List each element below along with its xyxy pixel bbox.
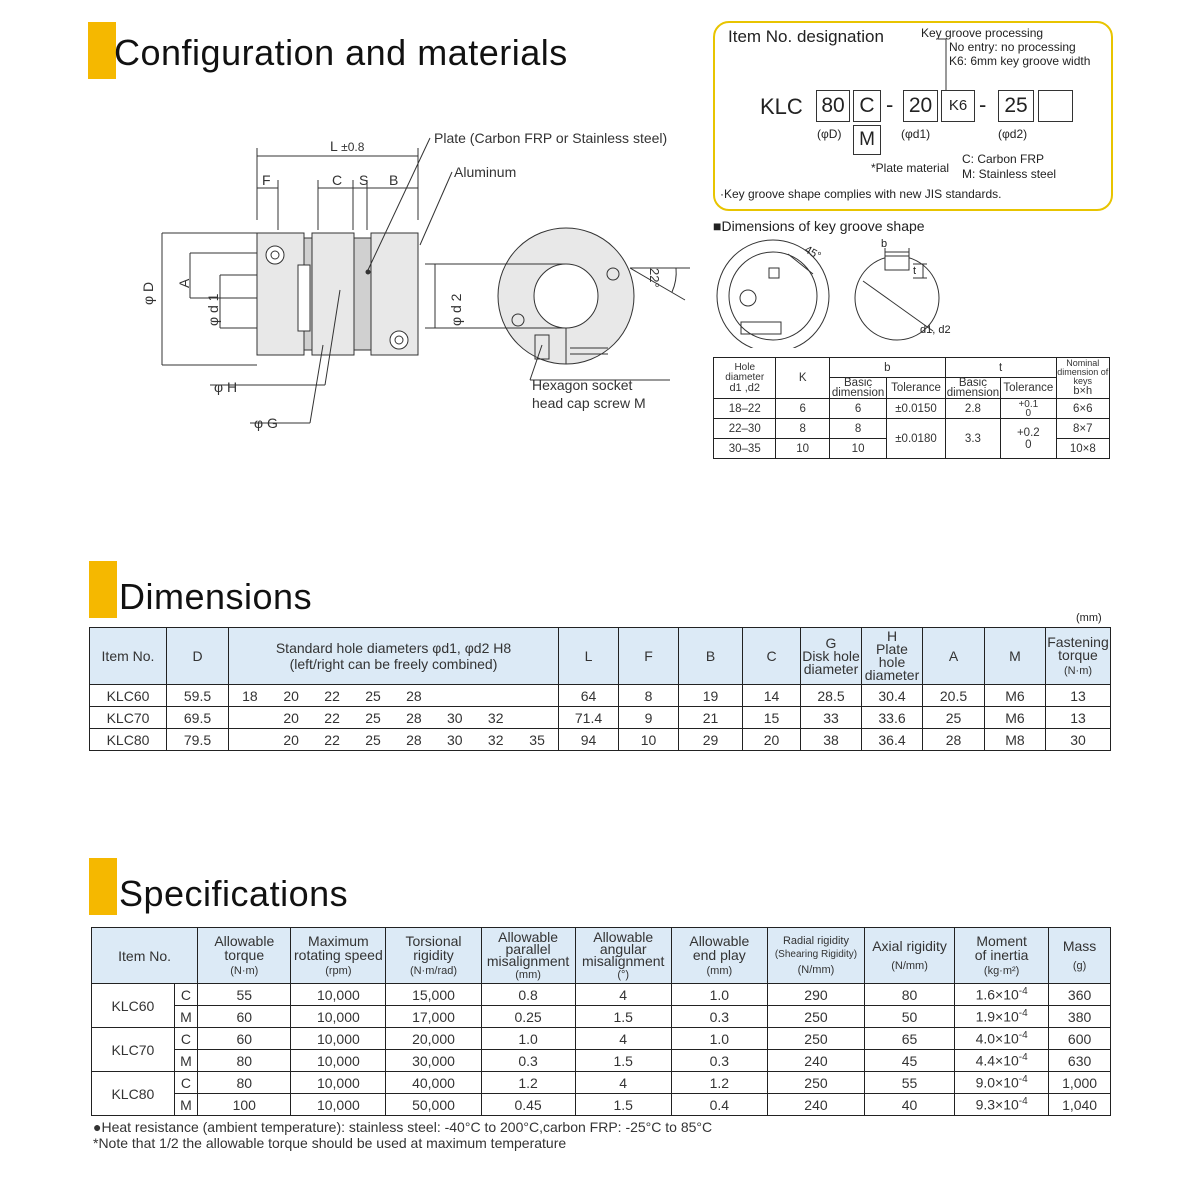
- angle-label: 22°: [647, 268, 662, 288]
- screw-label-1: Hexagon socket: [532, 377, 633, 393]
- mat-box: C: [853, 90, 881, 122]
- dim-L: L ±0.8: [330, 138, 365, 154]
- dim-phid2: φ d 2: [448, 293, 464, 326]
- dim-unit: (mm): [1076, 612, 1102, 624]
- table-row: M 60 10,000 17,000 0.25 1.5 0.3 250 50 $1.9\times 10^{-4}$ 380: [92, 1006, 1111, 1028]
- config-title: Configuration and materials: [114, 32, 568, 73]
- d1-box: 20: [903, 90, 938, 122]
- table-row: KLC70 C 60 10,000 20,000 1.0 4 1.0 250 65 $4.0\times 10^{-4}$ 600: [92, 1028, 1111, 1050]
- dim-phiH: φ H: [214, 379, 238, 395]
- kg-d: d1, d2: [920, 324, 951, 336]
- designation-prefix: KLC: [760, 94, 803, 119]
- plate-label: Plate (Carbon FRP or Stainless steel): [434, 130, 668, 146]
- lbl-phid2: (φd2): [998, 127, 1028, 141]
- table-row: 30–35 10 10 10×8: [714, 439, 1110, 459]
- table-row: 22–30 8 8 ±0.0180 3.3 +0.2 0 8×7: [714, 419, 1110, 439]
- dim-F: F: [262, 172, 271, 188]
- section-marker: [89, 858, 117, 915]
- table-row: KLC80 C 80 10,000 40,000 1.2 4 1.2 250 55 $9.0\times 10^{-4}$ 1,000: [92, 1072, 1111, 1094]
- section-marker: [89, 561, 117, 618]
- section-marker: [88, 22, 116, 79]
- size-box: 80: [816, 90, 850, 122]
- m-ss-label: M: Stainless steel: [962, 167, 1057, 181]
- dash-2: -: [979, 92, 987, 117]
- dimensions-title: Dimensions: [119, 576, 313, 617]
- table-row: KLC80 79.5 20 22 25 28 30 32 35 94 10 29 20 38 36.4 28 M8 30: [90, 729, 1111, 751]
- kg-k6: K6: 6mm key groove width: [949, 54, 1091, 68]
- kg-none: No entry: no processing: [949, 40, 1076, 54]
- dim-C: C: [332, 172, 343, 188]
- table-row: M 80 10,000 30,000 0.3 1.5 0.3 240 45 $4.4\times 10^{-4}$ 630: [92, 1050, 1111, 1072]
- kg-title: Key groove processing: [921, 26, 1044, 40]
- kg-t: t: [913, 265, 917, 277]
- key-groove-title: ■Dimensions of key groove shape: [713, 218, 925, 234]
- key-box: K6: [941, 90, 975, 122]
- dash-1: -: [886, 92, 894, 117]
- dim-S: S: [359, 172, 369, 188]
- table-row: M 100 10,000 50,000 0.45 1.5 0.4 240 40 $9.3\times 10^{-4}$ 1,040: [92, 1094, 1111, 1116]
- kg-b: b: [881, 238, 888, 250]
- dim-phid1: φ d 1: [205, 293, 221, 326]
- dim-A: A: [176, 278, 192, 288]
- table-row: KLC70 69.5 20 22 25 28 30 32 71.4 9 21 15 33 33.6 25 M6 13: [90, 707, 1111, 729]
- key-groove-table: Hole diameter d1 ,d2 K b t Nominal dimension of keys b×h Basic dimension Tolerance Basic dimension Tolerance 18–22 6 6 ±0.0150 2.8 +0.1 0 6×6 22–30 8 8 ±0.0180 3.3 +0.2 0 8×7 30–35 10 10 10×8: [713, 357, 1110, 459]
- jis-note: ·Key groove shape complies with new JIS standards.: [720, 187, 1002, 201]
- dimensions-table: Item No. D Standard hole diameters φd1, φd2 H8 (left/right can be freely combined) L F B C G Disk hole diameter H Plate hole diameter A M Fastening torque (N·m) KLC60 59.5 18 20 22 25 28 64 8 19 14 28.5 30.4 20.5 M6 13 KLC70 69.5 20 22 25 28 30 32 71.4 9 21 15 33 33.6 25 M6 13 KLC80 79.5 20 22 25 28 30 32 35 94 10 29 20 38 36.4 28 M8 30: [89, 627, 1111, 751]
- lbl-phid1: (φd1): [901, 127, 931, 141]
- table-row: KLC60 59.5 18 20 22 25 28 64 8 19 14 28.5 30.4 20.5 M6 13: [90, 685, 1111, 707]
- aluminum-label: Aluminum: [454, 164, 517, 180]
- c-frp-label: C: Carbon FRP: [962, 152, 1045, 166]
- dim-B: B: [389, 172, 399, 188]
- screw-label-2: head cap screw M: [532, 395, 646, 411]
- designation-title: Item No. designation: [728, 27, 884, 46]
- plate-mat-label: *Plate material: [871, 161, 950, 175]
- specifications-title: Specifications: [119, 873, 349, 914]
- d2-box: 25: [998, 90, 1034, 122]
- kg-angle: 45°: [802, 243, 823, 263]
- dim-phiD: φ D: [140, 281, 156, 305]
- lbl-phiD: (φD): [817, 127, 842, 141]
- mat-m-box: M: [853, 125, 881, 155]
- note-heat-resistance: ●Heat resistance (ambient temperature): stainless steel: -40°C to 200°C,carbon FRP: -25°C to 85°C: [93, 1119, 713, 1135]
- empty-box: [1038, 90, 1073, 122]
- note-torque: *Note that 1/2 the allowable torque should be used at maximum temperature: [93, 1135, 567, 1151]
- specifications-table: Item No. Allowable torque (N·m) Maximum rotating speed (rpm) Torsional rigidity (N·m/rad) Allowable parallel misalignment (mm) Allowable angular misalignment (°) Allowable end play (mm) Radial rigidity (Shearing Rigidity) (N/mm) Axial rigidity (N/mm) Moment of inertia (kg·m²) Mass (g) KLC60 C 55 10,000 15,000 0.8 4 1.0 290 80 $1.6\times 10^{-4}$ 360 M 60 10,000 17,000 0.25 1.5 0.3 250 50 $1.9\times 10^{-4}$ 380 KLC70 C 60 10,000 20,000 1.0 4 1.0 250 65 $4.0\times 10^{-4}$ 600 M 80 10,000 30,000 0.3 1.5 0.3 240 45 $4.4\times 10^{-4}$ 630 KLC80 C 80 10,000 40,000 1.2 4 1.2 250 55 $9.0\times 10^{-4}$ 1,000 M 100 10,000 50,000 0.45 1.5 0.4 240 40 $9.3\times 10^{-4}$ 1,040: [91, 927, 1111, 1116]
- dim-phiG: φ G: [254, 415, 278, 431]
- table-row: 18–22 6 6 ±0.0150 2.8 +0.1 0 6×6: [714, 399, 1110, 419]
- table-row: KLC60 C 55 10,000 15,000 0.8 4 1.0 290 80 $1.6\times 10^{-4}$ 360: [92, 984, 1111, 1006]
